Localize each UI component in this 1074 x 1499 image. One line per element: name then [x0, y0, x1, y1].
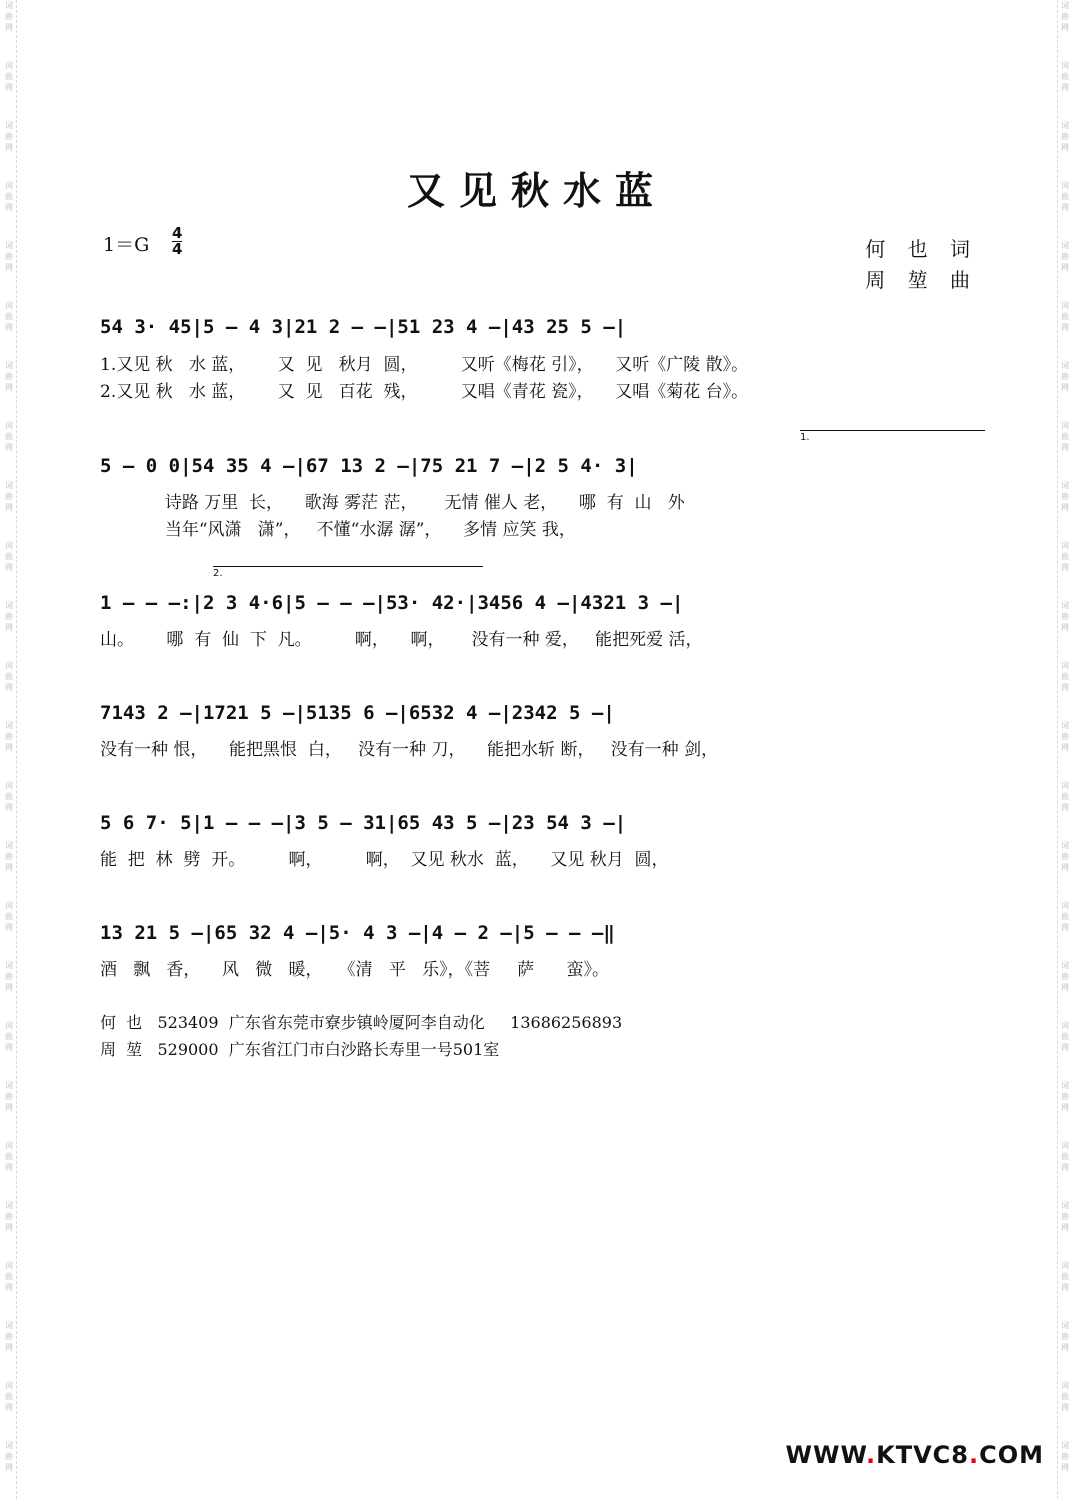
- lyrics-line-1a: 1.又见 秋 水 蓝， 又 见 秋月 圆， 又听《梅花 引》， 又听《广陵 散》。: [100, 355, 749, 375]
- contact-phone: 13686256893: [510, 1013, 623, 1032]
- score-line-1: 54 3· 45|5 – 4 3|21 2 – –|51 23 4 –|43 25 5 –|: [100, 316, 627, 338]
- side-mark: 词 曲 网: [1061, 421, 1069, 452]
- side-mark: 词 曲 网: [1061, 781, 1069, 812]
- contact-name: 周 堃: [100, 1040, 143, 1059]
- watermark-pre: WWW: [785, 1441, 866, 1469]
- lyrics-line-3: 山。 哪 有 仙 下 凡。 啊， 啊， 没有一种 爱， 能把死爱 活，: [100, 630, 703, 650]
- side-mark: 词 曲 网: [5, 721, 13, 752]
- side-mark: 词 曲 网: [5, 241, 13, 272]
- side-mark: 词 曲 网: [1061, 1201, 1069, 1232]
- side-mark: 词 曲 网: [1061, 121, 1069, 152]
- site-watermark: [786, 1441, 1044, 1469]
- side-mark: 词 曲 网: [5, 1381, 13, 1412]
- watermark-dot: .: [865, 1441, 877, 1469]
- lyrics-line-6: 酒 飘 香， 风 微 暖， 《清 平 乐》，《菩 萨 蛮》。: [100, 960, 610, 980]
- contact-postcode: 529000: [157, 1040, 219, 1059]
- side-mark: 词 曲 网: [5, 661, 13, 692]
- side-mark: 词 曲 网: [1061, 721, 1069, 752]
- contact-name: 何 也: [100, 1013, 143, 1032]
- side-mark: 词 曲 网: [1061, 1441, 1069, 1472]
- contact-address: 广东省东莞市寮步镇岭厦阿李自动化: [228, 1013, 485, 1032]
- side-mark: 词 曲 网: [5, 421, 13, 452]
- side-mark: 词 曲 网: [5, 1081, 13, 1112]
- side-mark: 词 曲 网: [1061, 481, 1069, 512]
- side-mark: 词 曲 网: [1061, 1381, 1069, 1412]
- score-line-6: 13 21 5 –|65 32 4 –|5· 4 3 –|4 – 2 –|5 – – –‖: [100, 922, 615, 944]
- key-signature: 1＝G: [103, 234, 150, 256]
- side-mark: 词 曲 网: [5, 181, 13, 212]
- side-mark: 词 曲 网: [5, 1141, 13, 1172]
- side-mark: 词 曲 网: [5, 121, 13, 152]
- side-mark: 词 曲 网: [1061, 961, 1069, 992]
- watermark-dot-2: .: [968, 1441, 980, 1469]
- song-title: 又见秋水蓝: [406, 168, 667, 213]
- time-signature-bottom: 4: [172, 240, 183, 258]
- side-mark: 词 曲 网: [1061, 301, 1069, 332]
- score-line-2: 5 – 0 0|54 35 4 –|67 13 2 –|75 21 7 –|2 5 4· 3|: [100, 455, 638, 477]
- side-mark: 词 曲 网: [5, 1261, 13, 1292]
- side-mark: 词 曲 网: [1061, 1261, 1069, 1292]
- side-mark: 词 曲 网: [1061, 1321, 1069, 1352]
- contact-composer: [100, 1037, 499, 1060]
- contact-postcode: 523409: [157, 1013, 219, 1032]
- lyrics-line-4: 没有一种 恨， 能把黑恨 白， 没有一种 刀， 能把水斩 断， 没有一种 剑，: [100, 740, 719, 760]
- side-mark: 词 曲 网: [5, 781, 13, 812]
- side-mark: 词 曲 网: [1061, 241, 1069, 272]
- side-mark: 词 曲 网: [1061, 601, 1069, 632]
- side-mark: 词 曲 网: [1061, 1, 1069, 32]
- watermark-mid: KTVC8: [876, 1441, 969, 1469]
- side-mark: 词 曲 网: [1061, 901, 1069, 932]
- left-watermark-strip: [2, 0, 17, 1499]
- score-line-5: 5 6 7· 5|1 – – –|3 5 – 31|65 43 5 –|23 54 3 –|: [100, 812, 627, 834]
- lyrics-line-2a: 诗路 万里 长， 歌海 雾茫 茫， 无情 催人 老， 哪 有 山 外: [100, 493, 685, 513]
- side-mark: 词 曲 网: [1061, 541, 1069, 572]
- lyrics-line-1b: 2.又见 秋 水 蓝， 又 见 百花 残， 又唱《青花 瓷》， 又唱《菊花 台》。: [100, 382, 749, 402]
- lyricist-credit: 何 也 词: [865, 237, 978, 261]
- side-mark: 词 曲 网: [5, 1441, 13, 1472]
- side-mark: 词 曲 网: [5, 1, 13, 32]
- side-mark: 词 曲 网: [5, 1201, 13, 1232]
- contact-lyricist: [100, 1010, 622, 1033]
- side-mark: 词 曲 网: [1061, 61, 1069, 92]
- right-watermark-strip: [1057, 0, 1072, 1499]
- time-signature: [172, 226, 182, 257]
- side-mark: 词 曲 网: [5, 61, 13, 92]
- side-mark: 词 曲 网: [5, 601, 13, 632]
- side-mark: 词 曲 网: [5, 481, 13, 512]
- side-mark: 词 曲 网: [5, 1021, 13, 1052]
- side-mark: 词 曲 网: [5, 1321, 13, 1352]
- side-mark: 词 曲 网: [1061, 361, 1069, 392]
- time-signature-top: 4: [172, 224, 183, 242]
- side-mark: 词 曲 网: [1061, 1021, 1069, 1052]
- lyrics-line-2b: 当年“风潇 潇”， 不懂“水潺 潺”， 多情 应笑 我，: [100, 520, 576, 540]
- watermark-post: COM: [979, 1441, 1044, 1469]
- score-line-4: 7143 2 –|1721 5 –|5135 6 –|6532 4 –|2342 5 –|: [100, 702, 615, 724]
- volta-1: 1.: [800, 430, 985, 443]
- composer-credit: 周 堃 曲: [865, 268, 978, 292]
- lyrics-line-5: 能 把 林 劈 开。 啊， 啊， 又见 秋水 蓝， 又见 秋月 圆，: [100, 850, 669, 870]
- side-mark: 词 曲 网: [5, 301, 13, 332]
- side-mark: 词 曲 网: [1061, 1081, 1069, 1112]
- side-mark: 词 曲 网: [5, 841, 13, 872]
- side-mark: 词 曲 网: [5, 541, 13, 572]
- side-mark: 词 曲 网: [5, 901, 13, 932]
- side-mark: 词 曲 网: [5, 961, 13, 992]
- side-mark: 词 曲 网: [5, 361, 13, 392]
- side-mark: 词 曲 网: [1061, 841, 1069, 872]
- side-mark: 词 曲 网: [1061, 661, 1069, 692]
- side-mark: 词 曲 网: [1061, 181, 1069, 212]
- volta-2: 2.: [213, 566, 483, 579]
- score-line-3: 1 – – –:|2 3 4·6|5 – – –|53· 42·|3456 4 –|4321 3 –|: [100, 592, 684, 614]
- contact-address: 广东省江门市白沙路长寿里一号501室: [228, 1040, 500, 1059]
- side-mark: 词 曲 网: [1061, 1141, 1069, 1172]
